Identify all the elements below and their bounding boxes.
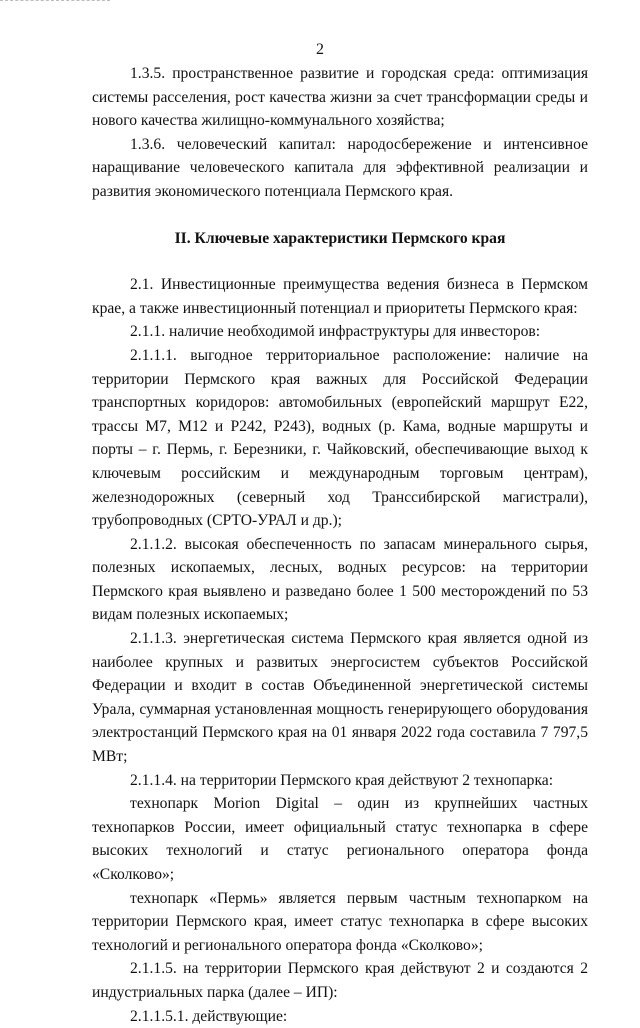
paragraph-2-1-1-4: 2.1.1.4. на территории Пермского края действуют 2 технопарка: (130, 771, 554, 789)
document-body (92, 62, 588, 1028)
paragraph-2-1-1-5-1: 2.1.1.5.1. действующие: (130, 1007, 288, 1025)
paragraph-2-1-1: 2.1.1. наличие необходимой инфраструктуры для инвесторов: (130, 323, 541, 341)
page-number: 2 (316, 41, 324, 58)
paragraph-2-1: 2.1. Инвестиционные преимущества ведения бизнеса в Пермском крае, а также инвестиционный потенциал и приоритеты Пермского края: (92, 276, 588, 317)
paragraph-2-1-1-5: 2.1.1.5. на территории Пермского края действуют 2 и создаются 2 индустриальных парка (далее – ИП): (92, 960, 588, 1001)
paragraph-2-1-1-2: 2.1.1.2. высокая обеспеченность по запасам минерального сырья, полезных ископаемых, лесных, водных ресурсов: на территории Пермского края выявлено и разведано более 1 500 месторождений по 53 видам полезных ископаемых; (92, 535, 588, 624)
scan-edge-mark (0, 0, 110, 3)
paragraph-technopark-perm: технопарк «Пермь» является первым частным технопарком на территории Пермского края, имеет статус технопарка в сфере высоких технологий и регионального оператора фонда «Сколково»; (92, 889, 588, 954)
paragraph-1-3-5: 1.3.5. пространственное развитие и городская среда: оптимизация системы расселения, рост качества жизни за счет трансформации среды и нового качества жилищно-коммунального хозяйства; (92, 65, 588, 130)
paragraph-technopark-morion: технопарк Morion Digital – один из крупнейших частных технопарков России, имеет официальный статус технопарка в сфере высоких технологий и статус регионального оператора фонда «Сколково»; (92, 795, 588, 883)
paragraph-1-3-6: 1.3.6. человеческий капитал: народосбережение и интенсивное наращивание человеческого капитала для эффективной реализации и развития экономического потенциала Пермского края. (92, 135, 588, 200)
section-heading: II. Ключевые характеристики Пермского края (174, 229, 506, 247)
paragraph-2-1-1-1: 2.1.1.1. выгодное территориальное расположение: наличие на территории Пермского края важных для Российской Федерации транспортных коридоров: автомобильных (европейский маршрут Е22, трассы М7, М12 и Р242, Р243), водных (р. Кама, водные маршруты и порты – г. Пермь, г. Березники, г. Чайковский, обеспечивающие выход к ключевым российским и международным торговым центрам), железнодорожных (северный ход Транссибирской магистрали), трубопроводных (СРТО-УРАЛ и др.); (92, 346, 588, 530)
paragraph-2-1-1-3: 2.1.1.3. энергетическая система Пермского края является одной из наиболее крупных и развитых энергосистем субъектов Российской Федерации и входит в состав Объединенной энергетической системы Урала, суммарная установленная мощность генерирующего оборудования электростанций Пермского края на 01 января 2022 года составила 7 797,5 МВт; (92, 630, 588, 766)
